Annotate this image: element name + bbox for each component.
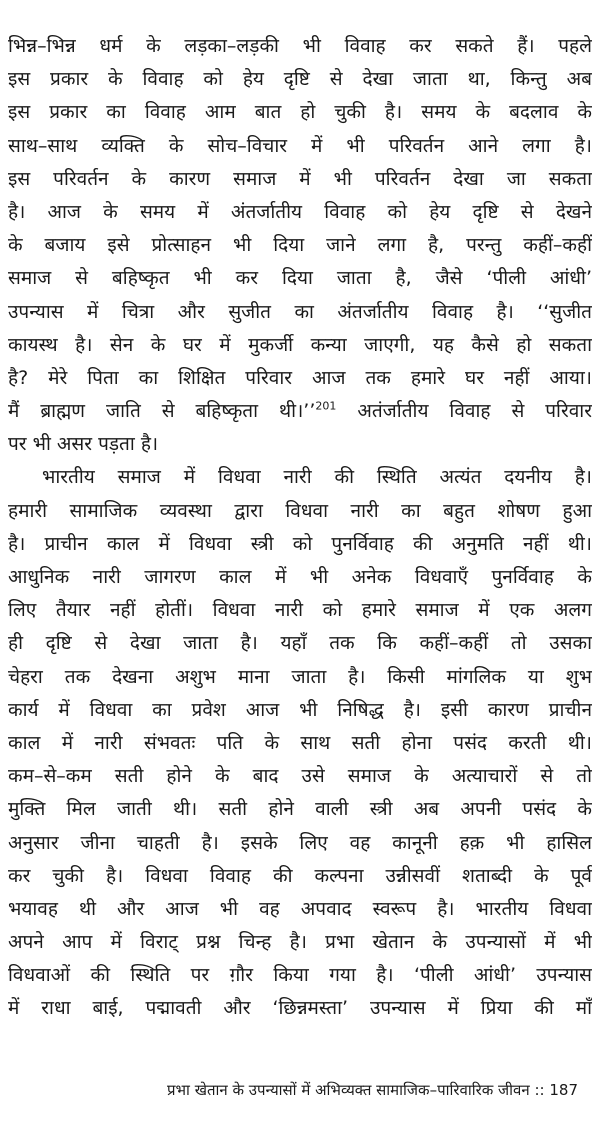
text-line: भयावह थी और आज भी वह अपवाद स्वरूप है। भारतीय विधवा — [8, 897, 592, 920]
text-line: साथ–साथ व्यक्ति के सोच–विचार में भी परिवर्तन आने लगा है। — [8, 134, 592, 157]
text-line: इस प्रकार का विवाह आम बात हो चुकी है। समय के बदलाव के — [8, 101, 592, 124]
text-line: है। आज के समय में अंतर्जातीय विवाह को हेय दृष्टि से देखने — [8, 200, 592, 223]
quote-end-text: मैं ब्राह्मण जाति से बहिष्कृता थी।’’ — [8, 400, 316, 423]
text-line-with-reference — [8, 395, 592, 428]
footnote-reference: 201 — [315, 399, 337, 413]
running-title: प्रभा खेतान के उपन्यासों में अभिव्यक्त सामाजिक–पारिवारिक जीवन — [166, 1081, 530, 1099]
text-line: ही दृष्टि से देखा जाता है। यहाँ तक कि कहीं–कहीं तो उसका — [8, 632, 592, 655]
text-line: कार्य में विधवा का प्रवेश आज भी निषिद्ध है। इसी कारण प्राचीन — [8, 698, 592, 721]
text-line: अपने आप में विराट् प्रश्न चिन्ह है। प्रभा खेतान के उपन्यासों में भी — [8, 931, 592, 954]
paragraph-2 — [8, 461, 592, 1025]
text-line: लिए तैयार नहीं होतीं। विधवा नारी को हमारे समाज में एक अलग — [8, 599, 592, 622]
text-line: पर भी असर पड़ता है। — [8, 433, 159, 456]
text-line: मुक्ति मिल जाती थी। सती होने वाली स्त्री अब अपनी पसंद के — [8, 798, 592, 821]
text-line: में राधा बाई, पद्मावती और ‘छिन्नमस्ता’ उपन्यास में प्रिया की माँ — [8, 997, 592, 1020]
text-line: अनुसार जीना चाहती है। इसके लिए वह कानूनी हक़ भी हासिल — [8, 831, 592, 854]
text-line: आधुनिक नारी जागरण काल में भी अनेक विधवाएँ पुनर्विवाह के — [8, 566, 592, 588]
page-footer — [167, 1080, 578, 1100]
page-number: 187 — [549, 1081, 578, 1099]
text-line: विधवाओं की स्थिति पर ग़ौर किया गया है। ‘पीली आंधी’ उपन्यास — [8, 964, 592, 987]
text-line: हमारी सामाजिक व्यवस्था द्वारा विधवा नारी का बहुत शोषण हुआ — [8, 499, 592, 522]
text-line: कर चुकी है। विधवा विवाह की कल्पना उन्नीसवीं शताब्दी के पूर्व — [8, 864, 592, 887]
text-line: भारतीय समाज में विधवा नारी की स्थिति अत्यंत दयनीय है। — [42, 466, 592, 489]
text-line: कायस्थ है। सेन के घर में मुकर्जी कन्या जाएगी, यह कैसे हो सकता — [8, 333, 592, 356]
paragraph-1 — [8, 30, 592, 461]
text-after-reference: अतंर्जातीय विवाह से परिवार — [336, 400, 592, 423]
body-text — [8, 30, 592, 1026]
text-line: है। प्राचीन काल में विधवा स्त्री को पुनर्विवाह की अनुमति नहीं थी। — [8, 532, 592, 555]
footer-separator: :: — [529, 1081, 550, 1099]
text-line: इस परिवर्तन के कारण समाज में भी परिवर्तन देखा जा सकता — [8, 167, 592, 190]
text-line: उपन्यास में चित्रा और सुजीत का अंतर्जातीय विवाह है। ‘‘सुजीत — [8, 300, 592, 323]
text-line: इस प्रकार के विवाह को हेय दृष्टि से देखा जाता था, किन्तु अब — [8, 68, 592, 91]
text-line: भिन्न–भिन्न धर्म के लड़का–लड़की भी विवाह कर सकते हैं। पहले — [8, 35, 592, 57]
text-line: काल में नारी संभवतः पति के साथ सती होना पसंद करती थी। — [8, 731, 592, 754]
text-line: चेहरा तक देखना अशुभ माना जाता है। किसी मांगलिक या शुभ — [8, 665, 592, 688]
text-line: समाज से बहिष्कृत भी कर दिया जाता है, जैसे ‘पीली आंधी’ — [8, 267, 592, 290]
text-line: कम–से–कम सती होने के बाद उसे समाज के अत्याचारों से तो — [8, 765, 592, 788]
text-line: है? मेरे पिता का शिक्षित परिवार आज तक हमारे घर नहीं आया। — [8, 366, 592, 389]
text-line: के बजाय इसे प्रोत्साहन भी दिया जाने लगा है, परन्तु कहीं–कहीं — [8, 234, 592, 257]
